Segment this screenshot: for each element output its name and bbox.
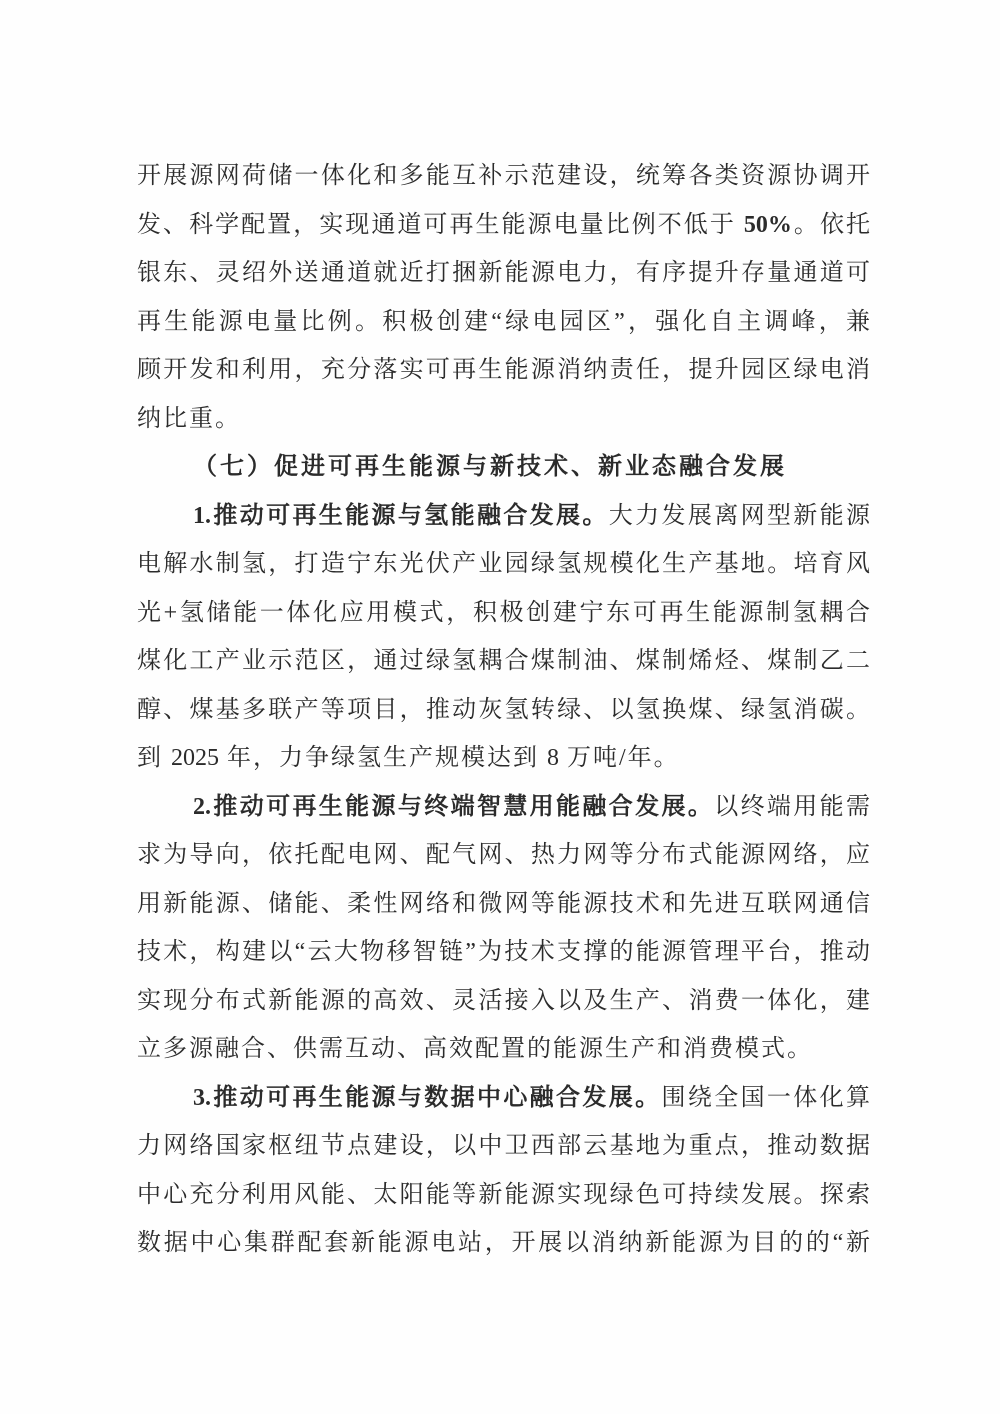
bold-text-segment: （七）促进可再生能源与新技术、新业态融合发展 bbox=[193, 454, 787, 480]
section-heading bbox=[137, 443, 870, 492]
text-line bbox=[137, 880, 870, 929]
text-segment: 电解水制氢，打造宁东光伏产业园绿氢规模化生产基地。培育风 bbox=[137, 551, 870, 577]
text-segment: 发、科学配置，实现通道可再生能源电量比例不低于 bbox=[137, 211, 744, 238]
text-line bbox=[137, 928, 870, 977]
text-segment: 用新能源、储能、柔性网络和微网等能源技术和先进互联网通信 bbox=[137, 890, 870, 917]
bold-text-segment: 3.推动可再生能源与数据中心融合发展。 bbox=[193, 1084, 662, 1111]
bold-text-segment: 2.推动可再生能源与终端智慧用能融合发展。 bbox=[193, 793, 715, 820]
text-segment: 醇、煤基多联产等项目，推动灰氢转绿、以氢换煤、绿氢消碳。 bbox=[137, 696, 870, 723]
text-line bbox=[137, 152, 870, 201]
text-segment: 立多源融合、供需互动、高效配置的能源生产和消费模式。 bbox=[137, 1036, 813, 1062]
text-segment: 银东、灵绍外送通道就近打捆新能源电力，有序提升存量通道可 bbox=[137, 260, 870, 286]
text-line bbox=[137, 249, 870, 298]
text-segment: 求为导向，依托配电网、配气网、热力网等分布式能源网络，应 bbox=[137, 842, 870, 868]
text-line bbox=[137, 201, 870, 250]
text-line bbox=[137, 734, 870, 783]
text-line bbox=[137, 977, 870, 1026]
paragraph-lead-line bbox=[137, 492, 870, 541]
text-segment: 开展源网荷储一体化和多能互补示范建设，统筹各类资源协调开 bbox=[137, 163, 870, 189]
text-segment: 围绕全国一体化算 bbox=[661, 1084, 870, 1111]
text-segment: 煤化工产业示范区，通过绿氢耦合煤制油、煤制烯烃、煤制乙二 bbox=[137, 648, 870, 674]
text-line bbox=[137, 1122, 870, 1171]
text-line bbox=[137, 589, 870, 638]
text-segment: 8 bbox=[547, 745, 559, 771]
text-segment: 到 bbox=[137, 745, 171, 771]
text-segment: 光+氢储能一体化应用模式，积极创建宁东可再生能源制氢耦合 bbox=[137, 599, 870, 626]
paragraph-lead-line bbox=[137, 1074, 870, 1123]
text-segment: 技术，构建以“云大物移智链”为技术支撑的能源管理平台，推动 bbox=[137, 939, 870, 965]
text-line bbox=[137, 395, 870, 444]
text-segment: 2025 bbox=[171, 745, 219, 771]
text-segment: 。依托 bbox=[791, 211, 870, 238]
text-segment: 数据中心集群配套新能源电站，开展以消纳新能源为目的的“新 bbox=[137, 1230, 870, 1256]
text-segment: 力网络国家枢纽节点建设，以中卫西部云基地为重点，推动数据 bbox=[137, 1133, 870, 1159]
document-text-block bbox=[137, 152, 870, 1268]
text-line bbox=[137, 637, 870, 686]
text-line bbox=[137, 1219, 870, 1268]
text-segment: 纳比重。 bbox=[137, 405, 241, 432]
text-line bbox=[137, 686, 870, 735]
text-segment: 顾开发和利用，充分落实可再生能源消纳责任，提升园区绿电消 bbox=[137, 357, 870, 383]
text-segment: 再生能源电量比例。积极创建“绿电园区”，强化自主调峰，兼 bbox=[137, 308, 870, 335]
text-segment: 实现分布式新能源的高效、灵活接入以及生产、消费一体化，建 bbox=[137, 987, 870, 1014]
text-segment: 大力发展离网型新能源 bbox=[608, 502, 870, 529]
text-segment: 50% bbox=[743, 211, 792, 238]
text-line bbox=[137, 1025, 870, 1074]
text-segment: 以终端用能需 bbox=[714, 793, 870, 820]
text-line bbox=[137, 540, 870, 589]
text-segment: 年，力争绿氢生产规模达到 bbox=[219, 745, 547, 771]
text-line bbox=[137, 1171, 870, 1220]
text-segment: 万吨/年。 bbox=[559, 745, 680, 771]
text-segment: 中心充分利用风能、太阳能等新能源实现绿色可持续发展。探索 bbox=[137, 1181, 870, 1208]
text-line bbox=[137, 831, 870, 880]
text-line bbox=[137, 298, 870, 347]
bold-text-segment: 1.推动可再生能源与氢能融合发展。 bbox=[193, 502, 609, 529]
paragraph-lead-line bbox=[137, 783, 870, 832]
text-line bbox=[137, 346, 870, 395]
